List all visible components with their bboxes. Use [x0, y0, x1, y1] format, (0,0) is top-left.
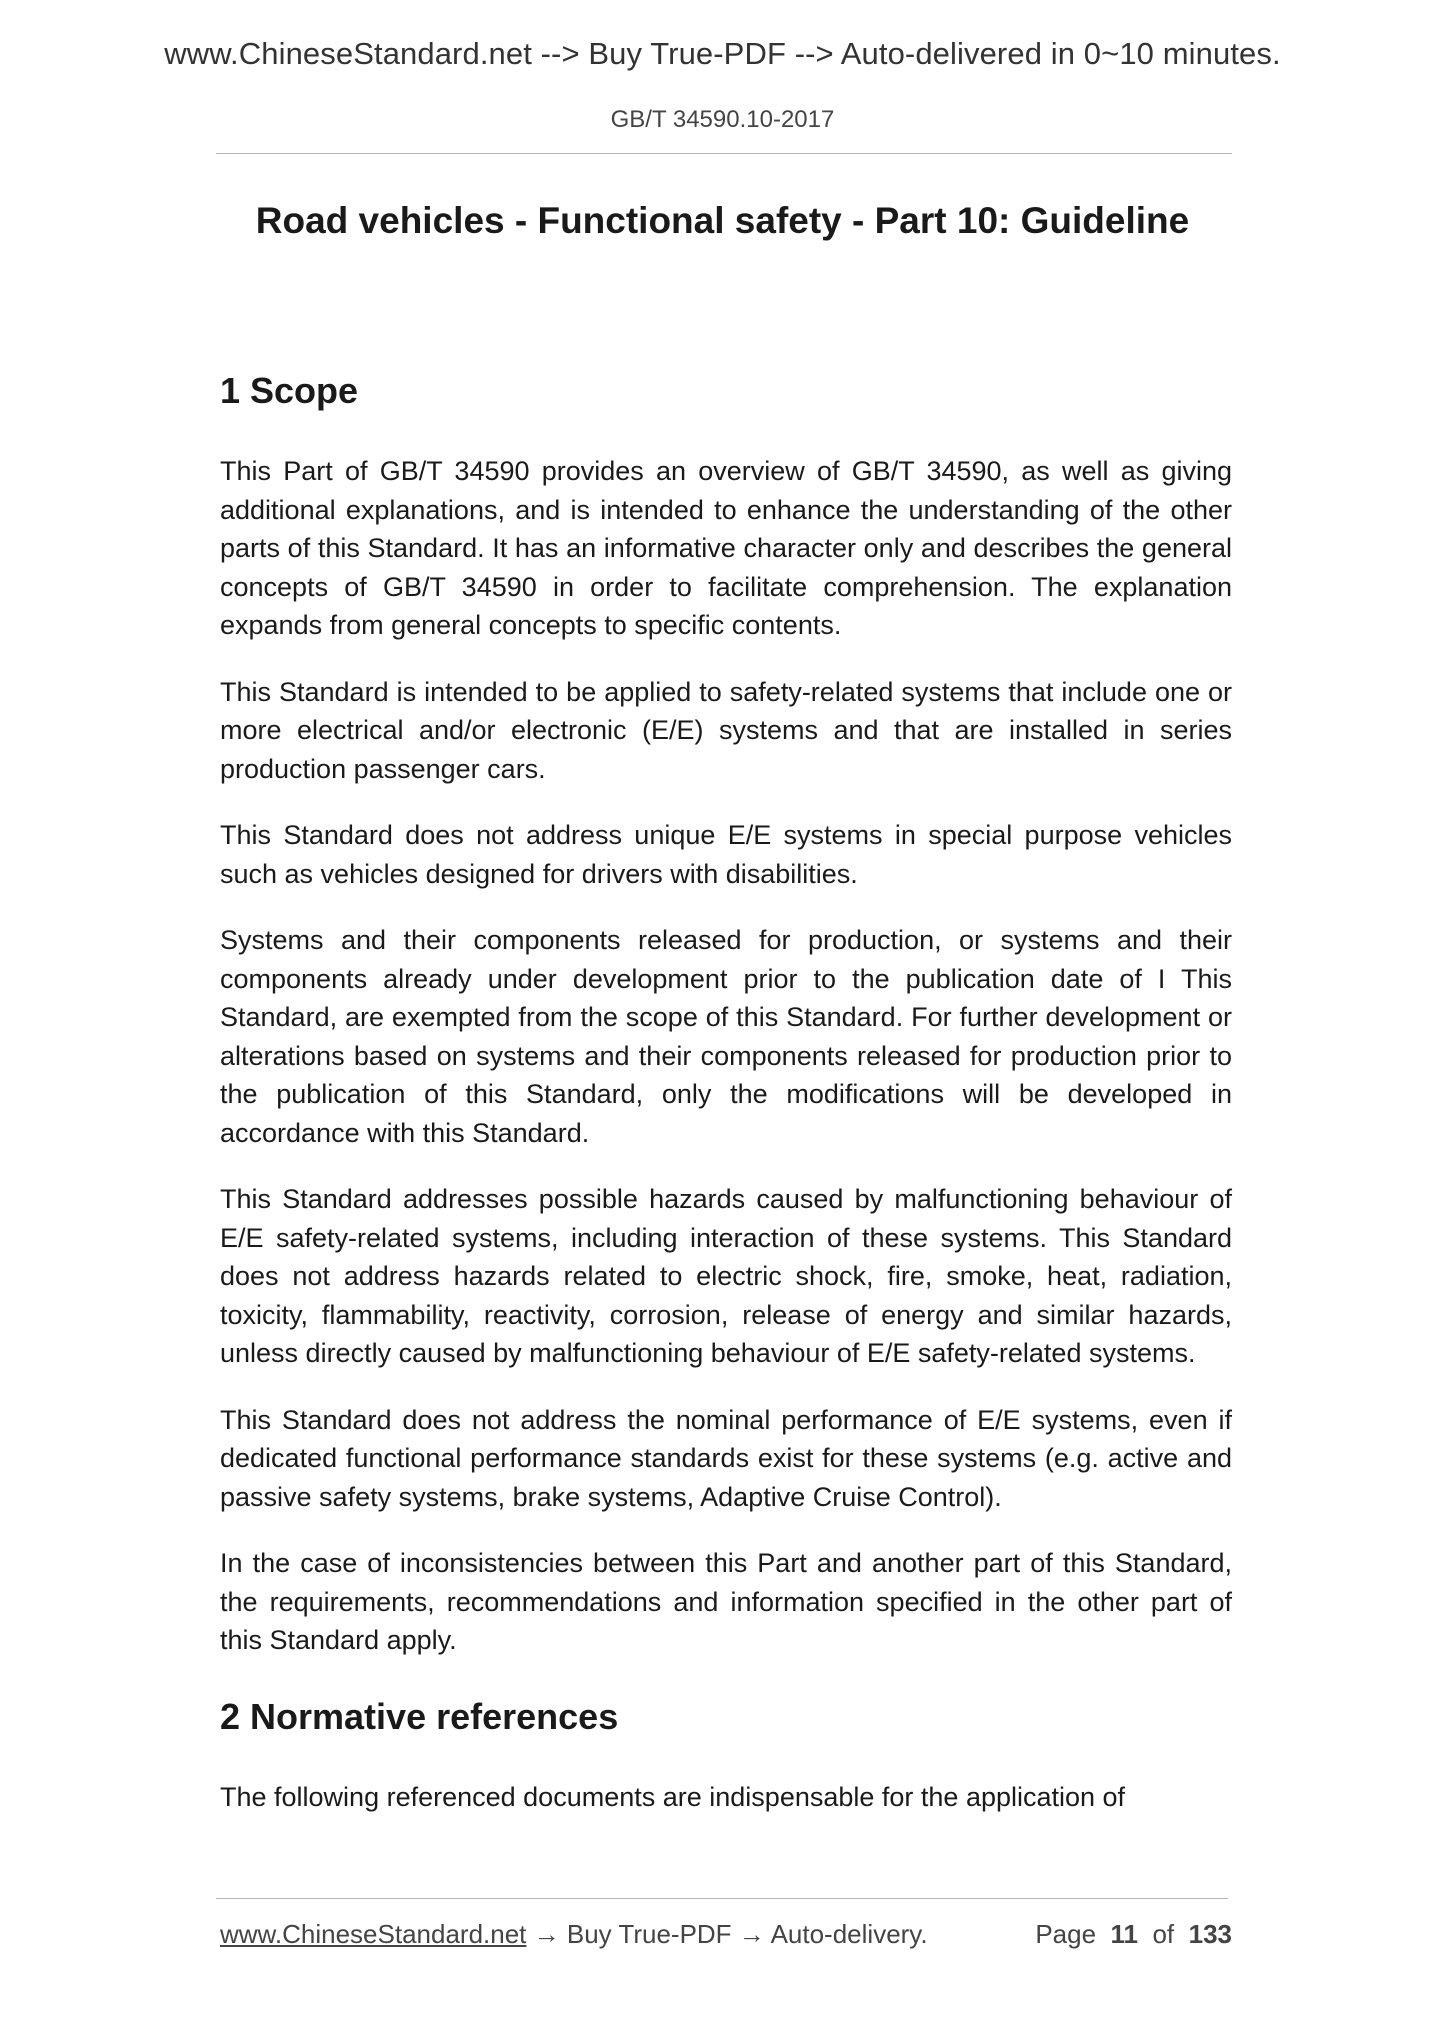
footer-site-link[interactable]: www.ChineseStandard.net — [220, 1919, 527, 1949]
scope-paragraph-1: This Part of GB/T 34590 provides an overview of GB/T 34590, as well as giving additional explanations, and is intended to enhance the understanding of the other parts of this Standard. It has an informative character only and describes the general concepts of GB/T 34590 in order to facilitate comprehension. The explanation expands from general concepts to specific contents. — [220, 456, 1232, 640]
section-heading-normative-references: 2 Normative references — [220, 1695, 619, 1737]
scope-paragraph-5: This Standard addresses possible hazards caused by malfunctioning behaviour of E/E safety-related systems, including interaction of these systems. This Standard does not address hazards related to electric shock, fire, smoke, heat, radiation, toxicity, flammability, reactivity, corrosion, release of energy and similar hazards, unless directly caused by malfunctioning behaviour of E/E safety-related systems. — [220, 1184, 1232, 1368]
scope-paragraph-4: Systems and their components released for production, or systems and their components already under development prior to the publication date of I This Standard, are exempted from the scope of this Standard. For further development or alterations based on systems and their components released for production prior to the publication of this Standard, only the modifications will be developed in accordance with this Standard. — [220, 925, 1232, 1148]
document-title: Road vehicles - Functional safety - Part 10: Guideline — [255, 200, 1190, 241]
scope-paragraph-7: In the case of inconsistencies between this Part and another part of this Standard, the requirements, recommendations and information specified in the other part of this Standard apply. — [220, 1548, 1232, 1655]
page-indicator — [1035, 1919, 1232, 1950]
standard-code: GB/T 34590.10-2017 — [610, 106, 835, 133]
current-page-number: 11 — [1110, 1919, 1139, 1949]
document-body — [220, 370, 1232, 1844]
footer-promo-text: → Buy True-PDF → Auto-delivery. — [526, 1919, 928, 1949]
total-pages: 133 — [1188, 1919, 1232, 1949]
header-divider — [216, 153, 1232, 154]
page-word: Page — [1035, 1919, 1097, 1949]
scope-paragraph-2: This Standard is intended to be applied to safety-related systems that include one or more electrical and/or electronic (E/E) systems and that are installed in series production passenger cars. — [220, 676, 1232, 784]
references-paragraph-1: The following referenced documents are indispensable for the application of — [220, 1781, 1126, 1812]
scope-paragraph-3: This Standard does not address unique E/E systems in special purpose vehicles such as vehicles designed for drivers with disabilities. — [220, 820, 1232, 889]
of-word: of — [1152, 1919, 1175, 1949]
footer-promo — [220, 1919, 928, 1950]
section-heading-scope: 1 Scope — [220, 370, 359, 411]
footer-divider — [216, 1898, 1228, 1899]
scope-paragraph-6: This Standard does not address the nominal performance of E/E systems, even if dedicated functional performance standards exist for these systems (e.g. active and passive safety systems, brake systems, Adaptive Cruise Control). — [220, 1404, 1232, 1512]
top-banner: www.ChineseStandard.net --> Buy True-PDF --> Auto-delivered in 0~10 minutes. — [164, 36, 1281, 71]
